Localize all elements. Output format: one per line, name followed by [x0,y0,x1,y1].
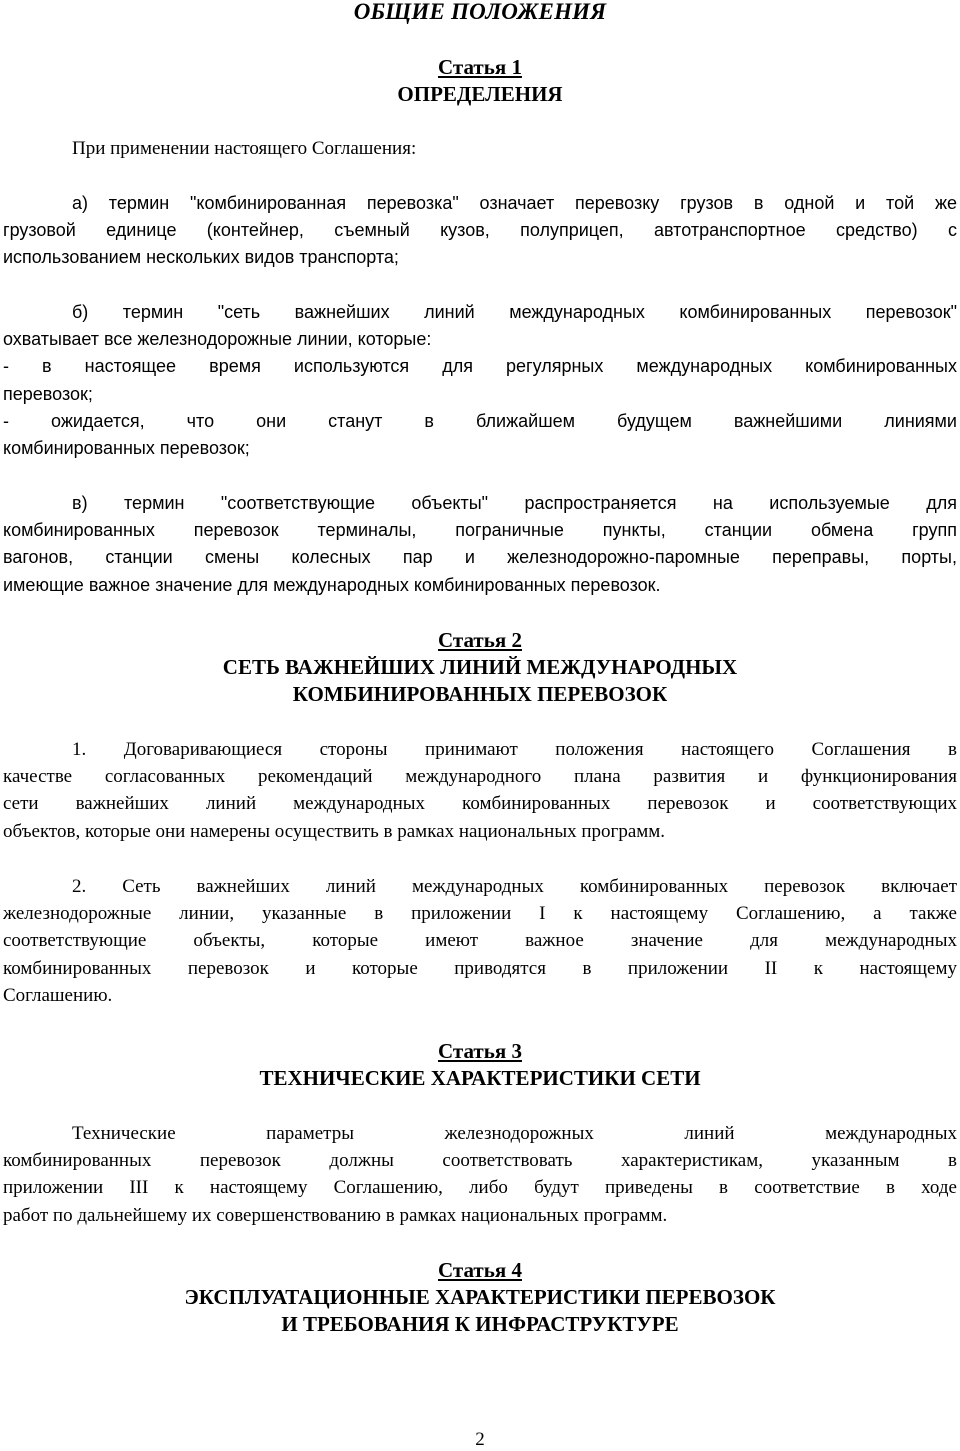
article-3-number: Статья 3 [438,1039,522,1063]
article-2-heading-line-2: КОМБИНИРОВАННЫХ ПЕРЕВОЗОК [292,682,668,706]
article-1-number: Статья 1 [438,55,522,79]
article-1-item-a: а) термин "комбинированная перевозка" означает перевозку грузов в одной и той же грузовой единице (контейнер, съемный кузов, полуприцеп, автотранспортное средство) с использованием нескольких видов транспорта; [3,193,957,268]
article-1-item-c: в) термин "соответствующие объекты" распространяется на используемые для комбинированных перевозок терминалы, пограничные пункты, станции обмена групп вагонов, станции смены колесных пар и железнодорожно-паромные переправы, порты, имеющие важное значение для международных комбинированных перевозок. [3,493,957,595]
article-2-paragraph-2: 2. Сеть важнейших линий международных комбинированных перевозок включает железнодорожные линии, указанные в приложении I к настоящему Соглашению, а также соответствующие объекты, которые имеют важное значение для международных комбинированных перевозок и которые приводятся в приложении II к настоящему Соглашению. [3,876,957,1006]
article-2-header [3,627,957,708]
article-4-heading-line-1: ЭКСПЛУАТАЦИОННЫЕ ХАРАКТЕРИСТИКИ ПЕРЕВОЗОК [184,1285,776,1309]
article-3-heading: ТЕХНИЧЕСКИЕ ХАРАКТЕРИСТИКИ СЕТИ [259,1066,701,1090]
article-4-heading-line-2: И ТРЕБОВАНИЯ К ИНФРАСТРУКТУРЕ [281,1312,679,1336]
article-1-heading: ОПРЕДЕЛЕНИЯ [397,82,563,106]
article-3-header [3,1038,957,1092]
article-3-paragraph: Технические параметры железнодорожных линий международных комбинированных перевозок должны соответствовать характеристикам, указанным в приложении III к настоящему Соглашению, либо будут приведены в соответствие в ходе работ по дальнейшему их совершенствованию в рамках национальных программ. [3,1123,957,1226]
article-1-intro: При применении настоящего Соглашения: [72,138,417,159]
article-2-paragraph-1: 1. Договаривающиеся стороны принимают положения настоящего Соглашения в качестве согласованных рекомендаций международного плана развития и функционирования сети важнейших линий международных комбинированных перевозок и соответствующих объектов, которые они намерены осуществить в рамках национальных программ. [3,739,957,842]
article-1-item-b: б) термин "сеть важнейших линий международных комбинированных перевозок" охватывает все железнодорожные линии, которые: - в настоящее время используются для регулярных международных комбинированных перевозок; - ожидается, что они станут в ближайшем будущем важнейшими линиями комбинированных перевозок; [3,302,957,459]
page-number: 2 [475,1429,485,1450]
article-2-heading-line-1: СЕТЬ ВАЖНЕЙШИХ ЛИНИЙ МЕЖДУНАРОДНЫХ [222,655,738,679]
article-1-header [3,54,957,108]
article-2-number: Статья 2 [438,628,522,652]
section-title: ОБЩИЕ ПОЛОЖЕНИЯ [353,0,607,24]
article-4-header [3,1257,957,1338]
article-4-number: Статья 4 [438,1258,522,1282]
